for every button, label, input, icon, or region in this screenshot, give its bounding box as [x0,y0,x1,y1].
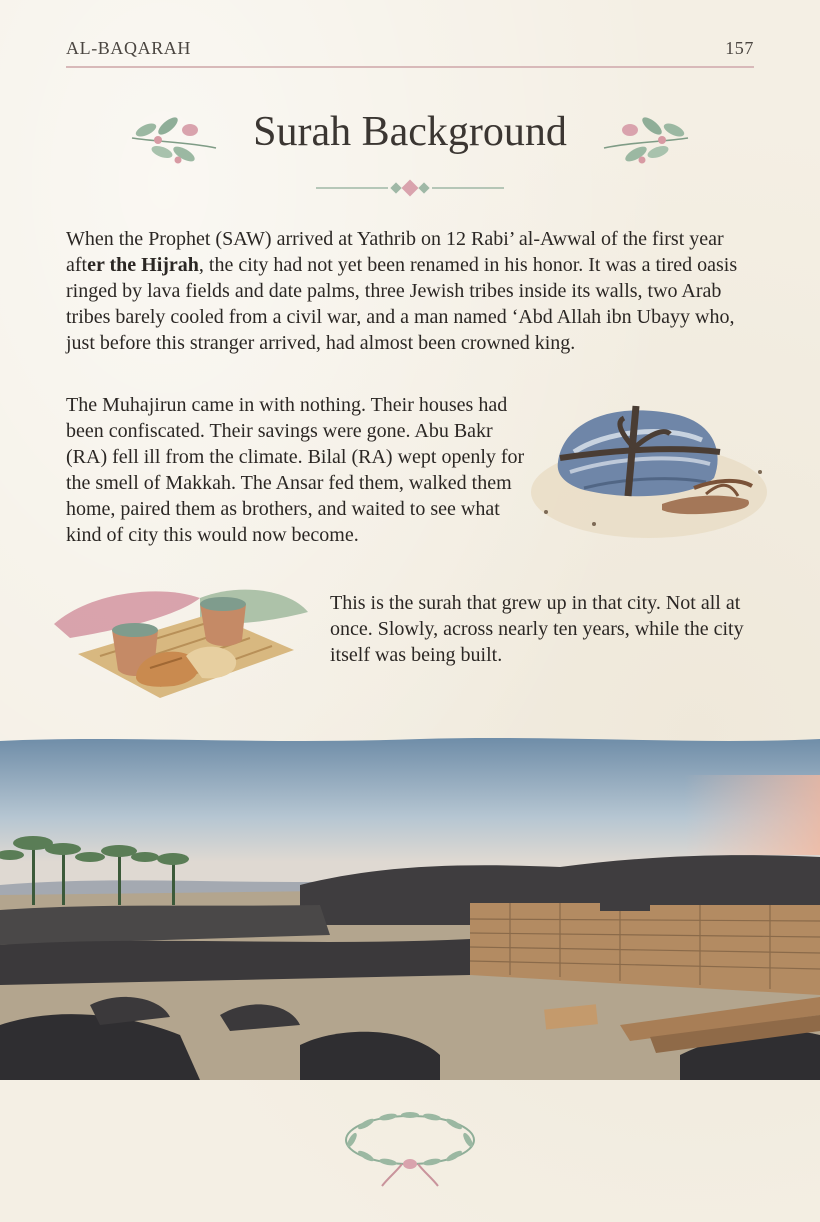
section-name: AL-BAQARAH [66,38,191,58]
bundle-sandals-illustration [524,392,774,552]
lava-field-landscape-illustration [0,735,820,1080]
paragraph-surah: This is the surah that grew up in that city. Not all at once. Slowly, across nearly ten years, while the city itself was being built. [330,592,744,666]
paragraph-arrival-rest: , the city had not yet been renamed in his honor. It was a tired oasis ringed by lava fields and date palms, three Jewish tribes inside its walls, two Arab tribes barely cooled from a civil war, and a man named ‘Abd Allah ibn Ubayy who, just before this stranger arrived, had almost been crowned king. [66,254,738,354]
paragraph-arrival-bold: er the Hijrah [87,254,199,276]
paragraph-arrival-lead: When the Prophet (SAW) arrived at Yathrib on 12 Rabi’ al-Awwal of the first year aft [66,228,724,276]
running-header [66,38,754,66]
cups-bread-illustration [50,574,312,704]
olive-wreath-icon [338,1100,482,1192]
page-number: 157 [725,38,754,58]
paragraph-arrival [66,226,766,356]
divider-ornament-icon [316,178,504,198]
header-rule [66,66,754,68]
paragraph-muhajirun: The Muhajirun came in with nothing. Their houses had been confiscated. Their savings were gone. Abu Bakr (RA) fell ill from the climate. Bilal (RA) wept openly for the smell of Makkah. The Ansar fed them, walked them home, paired them as brothers, and waited to see what kind of city this would now become. [66,394,525,546]
page-title: Surah Background [253,109,567,155]
